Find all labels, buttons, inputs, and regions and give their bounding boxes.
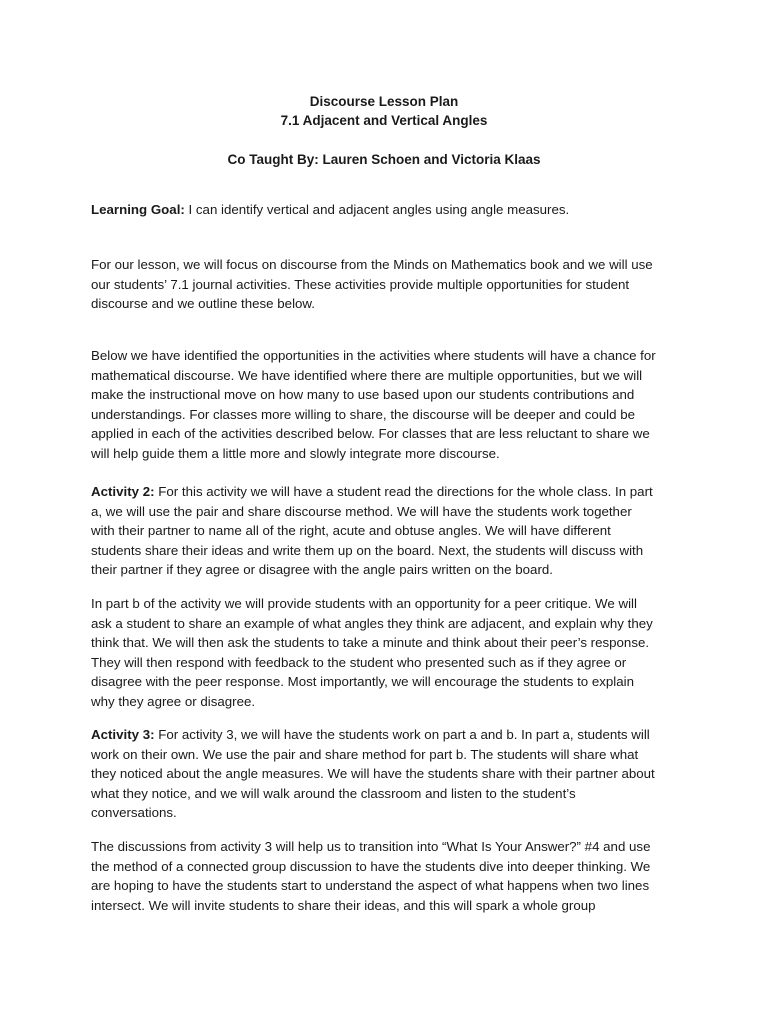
text-line: students share their ideas and write them up on the board. Next, the students will discuss with bbox=[91, 542, 644, 558]
text-line: what they notice, and we will walk around the classroom and listen to the student’s bbox=[91, 785, 576, 801]
text-line: For our lesson, we will focus on discourse from the Minds on Mathematics book and we will use bbox=[91, 257, 653, 272]
activity-3-label: Activity 3: bbox=[91, 727, 155, 742]
part-b-paragraph bbox=[91, 594, 691, 712]
text-line: why they agree or disagree. bbox=[91, 693, 256, 709]
text-line: their partner if they agree or disagree with the angle pairs written on the board. bbox=[91, 562, 553, 578]
learning-goal-text: I can identify vertical and adjacent angles using angle measures. bbox=[184, 202, 570, 217]
lesson-subtitle: 7.1 Adjacent and Vertical Angles bbox=[280, 113, 488, 128]
text-line: will help guide them a little more and slowly integrate more discourse. bbox=[91, 445, 500, 461]
text-line: intersect. We will invite students to share their ideas, and this will spark a whole group bbox=[91, 897, 596, 913]
text-line: are hoping to have the students start to understand the aspect of what happens when two lines bbox=[91, 878, 650, 894]
text-line: think that. We will then ask the students to take a minute and think about their peer’s response. bbox=[91, 635, 650, 651]
text-line: mathematical discourse. We have identified where there are multiple opportunities, but we will bbox=[91, 367, 643, 383]
text-line: make the instructional move on how many to use based upon our students contributions and bbox=[91, 387, 635, 403]
co-taught-by: Co Taught By: Lauren Schoen and Victoria Klaas bbox=[227, 152, 541, 167]
text-line: Below we have identified the opportunities in the activities where students will have a chance for bbox=[91, 348, 656, 363]
text-line: understandings. For classes more willing to share, the discourse will be deeper and could be bbox=[91, 406, 635, 422]
learning-goal-label: Learning Goal: bbox=[91, 202, 185, 217]
activity-3-text: For activity 3, we will have the students work on part a and b. In part a, students will bbox=[154, 727, 650, 742]
text-line: The discussions from activity 3 will help us to transition into “What Is Your Answer?” #4 and use bbox=[91, 839, 651, 854]
text-line bbox=[91, 482, 691, 502]
learning-goal bbox=[91, 200, 691, 220]
document-title: Discourse Lesson Plan bbox=[309, 94, 459, 109]
opportunities-paragraph bbox=[91, 346, 691, 464]
text-line: applied in each of the activities described below. For classes that are less reluctant to share we bbox=[91, 426, 650, 442]
text-line: In part b of the activity we will provide students with an opportunity for a peer critique. We will bbox=[91, 596, 637, 611]
text-line: they noticed about the angle measures. We will have the students share with their partner about bbox=[91, 766, 655, 782]
activity-3-paragraph bbox=[91, 725, 691, 823]
activity-2-paragraph bbox=[91, 482, 691, 580]
activity-2-label: Activity 2: bbox=[91, 484, 155, 499]
text-line: with their partner to name all of the right, acute and obtuse angles. We will have different bbox=[91, 523, 611, 539]
text-line: disagree with the peer response. Most importantly, we will encourage the students to explain bbox=[91, 674, 635, 690]
discussions-paragraph bbox=[91, 837, 691, 915]
text-line: the method of a connected group discussion to have the students dive into deeper thinking. We bbox=[91, 858, 651, 874]
text-line: They will then respond with feedback to the student who presented such as if they agree or bbox=[91, 654, 627, 670]
activity-2-text: For this activity we will have a student read the directions for the whole class. In part bbox=[154, 484, 653, 499]
text-line: conversations. bbox=[91, 805, 177, 821]
text-line: ask a student to share an example of what angles they think are adjacent, and explain why they bbox=[91, 615, 653, 631]
text-line bbox=[91, 725, 691, 745]
text-line: work on their own. We use the pair and share method for part b. The students will share what bbox=[91, 746, 639, 762]
text-line: discourse and we outline these below. bbox=[91, 296, 315, 312]
intro-paragraph bbox=[91, 255, 691, 314]
text-line: a, we will use the pair and share discourse method. We will have the students work together bbox=[91, 503, 632, 519]
text-line: our students’ 7.1 journal activities. These activities provide multiple opportunities for student bbox=[91, 276, 630, 292]
